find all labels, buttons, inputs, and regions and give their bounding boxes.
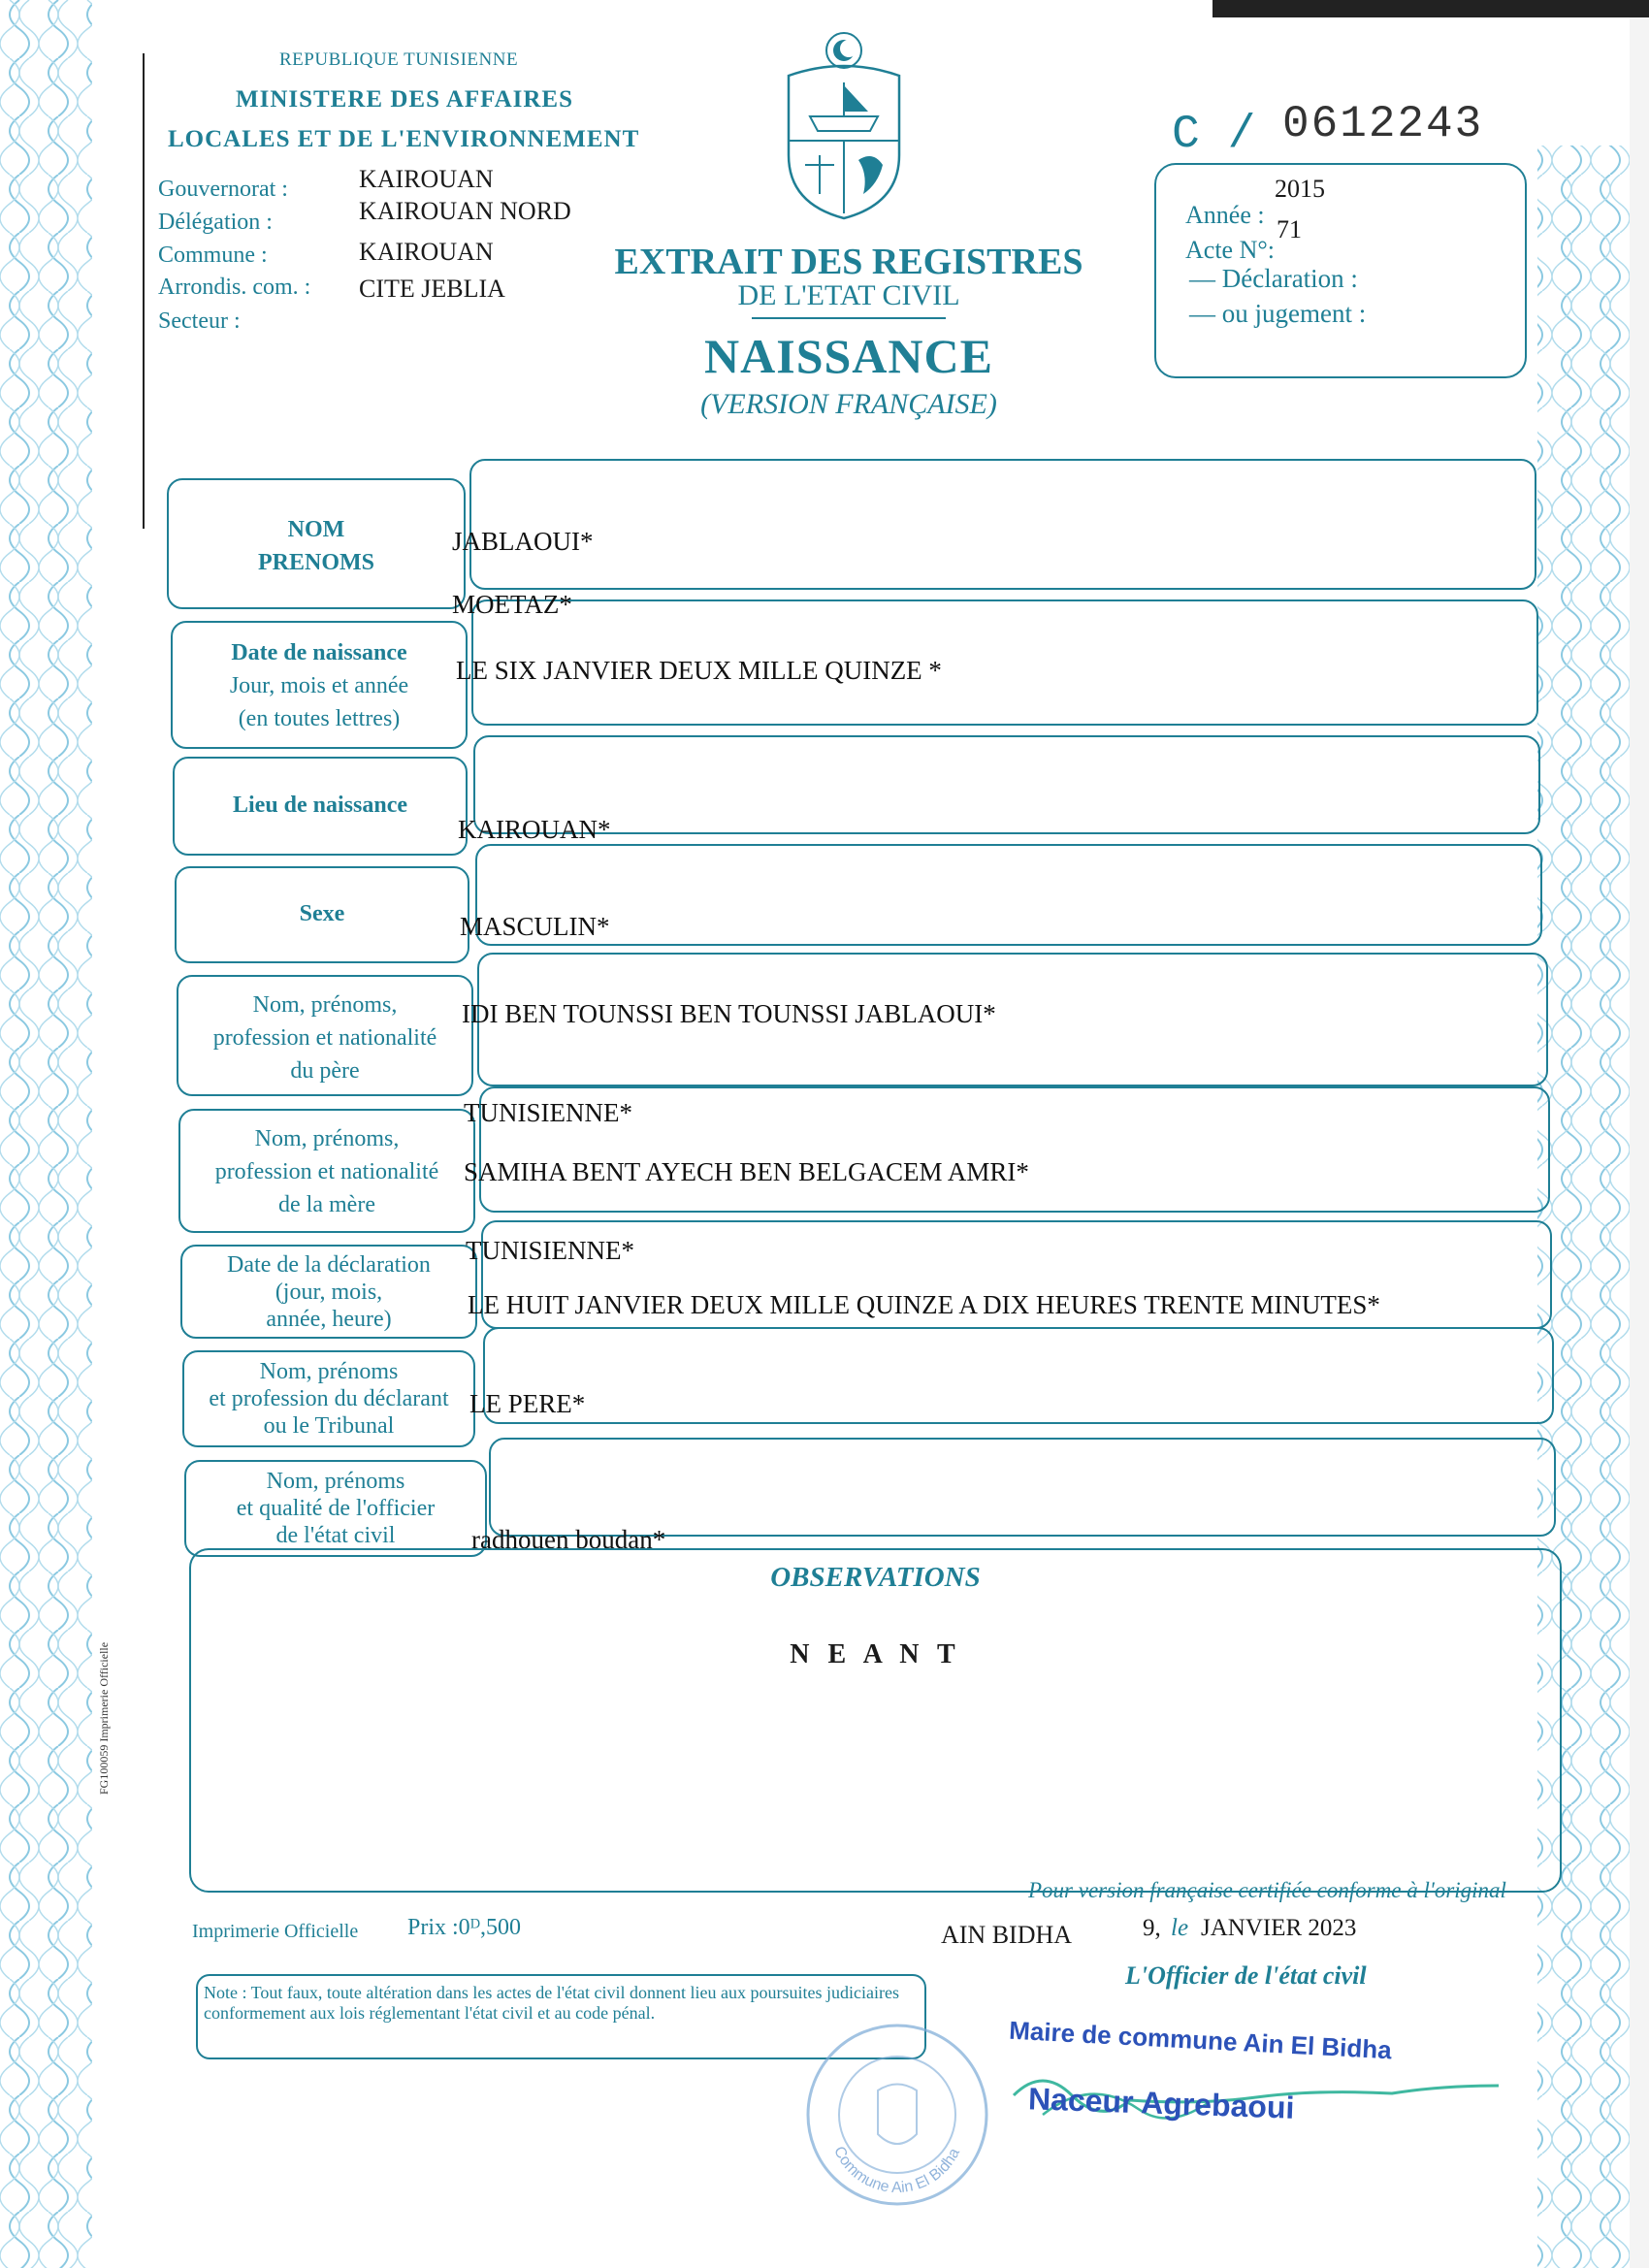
observations-title: OBSERVATIONS — [770, 1562, 981, 1593]
decl-label-line3: année, heure) — [266, 1306, 392, 1332]
official-seal — [800, 2018, 994, 2212]
title-main: NAISSANCE — [704, 329, 993, 383]
date-value: LE SIX JANVIER DEUX MILLE QUINZE * — [456, 656, 942, 685]
seal-text: Commune Ain El Bidha — [830, 2144, 963, 2197]
pere-label — [177, 985, 473, 1091]
side-code: FG100059 Imprimerie Officielle — [97, 1641, 111, 1795]
gouvernorat-label: Gouvernorat : — [158, 177, 288, 202]
lieu-label — [173, 776, 468, 834]
prix-label: Prix :0ᴰ,500 — [407, 1915, 521, 1940]
decl-label-line2: (jour, mois, — [275, 1279, 383, 1305]
delegation-value: KAIROUAN NORD — [359, 197, 571, 225]
place-value: AIN BIDHA — [941, 1921, 1073, 1949]
declarant-value-box — [483, 1327, 1554, 1424]
declarant-label-line3: ou le Tribunal — [263, 1413, 395, 1439]
nom-value: JABLAOUI* — [452, 527, 594, 556]
arrondissement-value: CITE JEBLIA — [359, 275, 505, 303]
date-label-line1: Date de naissance — [231, 640, 407, 665]
declarant-label-line2: et profession du déclarant — [209, 1386, 449, 1411]
officier-label-line1: Nom, prénoms — [266, 1469, 405, 1494]
lieu-value: KAIROUAN* — [458, 815, 611, 844]
declarant-label-line1: Nom, prénoms — [259, 1359, 399, 1384]
observations-value: N E A N T — [790, 1639, 961, 1669]
declarant-value: LE PERE* — [469, 1389, 586, 1418]
imprimerie-label: Imprimerie Officielle — [192, 1921, 359, 1942]
title-divider — [752, 317, 946, 319]
mere-label — [178, 1118, 475, 1225]
commune-value: KAIROUAN — [359, 238, 494, 266]
pere-nationalite-value: TUNISIENNE* — [464, 1098, 632, 1127]
mere-label-line2: profession et nationalité — [214, 1159, 439, 1184]
sexe-label-text: Sexe — [299, 901, 345, 926]
coat-of-arms-icon — [781, 29, 907, 223]
pere-label-line1: Nom, prénoms, — [252, 992, 398, 1018]
lieu-label-text: Lieu de naissance — [232, 793, 408, 818]
margin-line — [143, 53, 145, 529]
secteur-label: Secteur : — [158, 308, 241, 334]
date-label-line2: Jour, mois et année — [229, 673, 409, 698]
date-month-year: JANVIER 2023 — [1201, 1915, 1357, 1941]
mere-label-line1: Nom, prénoms, — [254, 1126, 400, 1151]
nom-label — [167, 498, 466, 595]
title-version: (VERSION FRANÇAISE) — [700, 388, 997, 420]
serial-number: 0612243 — [1282, 99, 1484, 149]
decl-label-line1: Date de la déclaration — [227, 1251, 431, 1278]
nom-value-box — [469, 459, 1536, 590]
prenom-value: MOETAZ* — [452, 590, 572, 619]
serial-prefix: C / — [1172, 109, 1256, 161]
mere-value: SAMIHA BENT AYECH BEN BELGACEM AMRI* — [464, 1157, 1029, 1186]
certified-text: Pour version française certifiée conforme à l'original — [1028, 1878, 1506, 1902]
lieu-value-box — [473, 735, 1540, 834]
nom-label-line1: NOM — [287, 517, 345, 542]
title-line1: EXTRAIT DES REGISTRES — [614, 242, 1083, 282]
observations-box — [189, 1548, 1562, 1893]
signature-name: Naceur Agrebaoui — [1027, 2081, 1295, 2125]
acte-value: 71 — [1277, 215, 1302, 243]
mayor-stamp: Maire de commune Ain El Bidha — [1008, 2015, 1393, 2065]
pere-label-line2: profession et nationalité — [212, 1025, 437, 1051]
officer-title: L'Officier de l'état civil — [1125, 1961, 1367, 1990]
officier-label — [184, 1460, 487, 1557]
sexe-value-box — [475, 844, 1542, 946]
arrondissement-label: Arrondis. com. : — [158, 275, 311, 300]
officier-label-line2: et qualité de l'officier — [236, 1496, 436, 1521]
delegation-label: Délégation : — [158, 210, 273, 235]
sexe-value: MASCULIN* — [460, 912, 610, 941]
nom-label-line2: PRENOMS — [258, 550, 374, 575]
officier-value: radhouen boudan* — [471, 1525, 666, 1554]
mere-label-line3: de la mère — [278, 1192, 375, 1217]
acte-label: Acte N°: — [1185, 236, 1275, 264]
commune-label: Commune : — [158, 243, 268, 268]
sexe-label — [175, 885, 469, 943]
mere-value-box — [479, 1086, 1550, 1213]
title-line2: DE L'ETAT CIVIL — [737, 279, 960, 311]
annee-label: Année : — [1185, 201, 1265, 229]
pere-value: IDI BEN TOUNSSI BEN TOUNSSI JABLAOUI* — [462, 999, 996, 1028]
ministry-line1: MINISTERE DES AFFAIRES — [236, 86, 574, 113]
declarant-label — [180, 1350, 477, 1447]
ministry-line2: LOCALES ET DE L'ENVIRONNEMENT — [168, 126, 640, 152]
jugement-label: — ou jugement : — [1189, 299, 1367, 328]
declaration-label: — Déclaration : — [1189, 264, 1358, 293]
date-label-line3: (en toutes lettres) — [238, 706, 401, 731]
date-le: le — [1171, 1915, 1189, 1941]
mere-nationalite-value: TUNISIENNE* — [466, 1236, 634, 1265]
officier-label-line3: de l'état civil — [275, 1523, 396, 1548]
decl-label — [180, 1245, 477, 1339]
annee-value: 2015 — [1275, 175, 1325, 203]
note-text: Note : Tout faux, toute altération dans les actes de l'état civil donnent lieu aux poursuites judiciaires conformement aux lois réglementant l'état civil et au code pénal. — [204, 1983, 899, 2023]
date-label — [171, 632, 468, 739]
decl-value: LE HUIT JANVIER DEUX MILLE QUINZE A DIX HEURES TRENTE MINUTES* — [468, 1290, 1380, 1319]
gouvernorat-value: KAIROUAN — [359, 165, 494, 193]
date-day: 9, — [1143, 1915, 1161, 1941]
republic-label: REPUBLIQUE TUNISIENNE — [279, 49, 519, 70]
officier-value-box — [489, 1438, 1556, 1537]
pere-label-line3: du père — [290, 1058, 360, 1084]
